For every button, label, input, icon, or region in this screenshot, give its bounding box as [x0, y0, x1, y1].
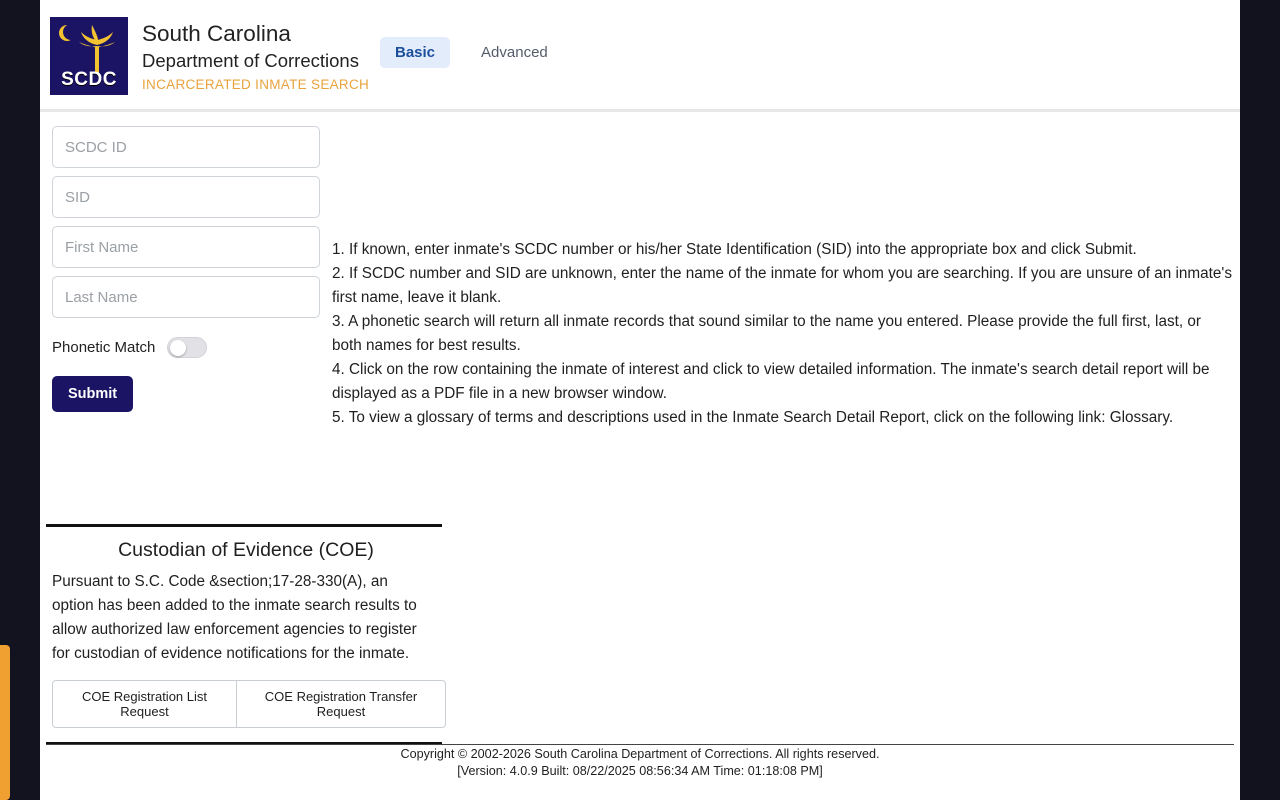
search-mode-tabs [380, 37, 563, 68]
coe-registration-transfer-request-button[interactable]: COE Registration Transfer Request [237, 680, 446, 728]
tab-basic[interactable]: Basic [380, 37, 450, 68]
instruction-3: 3. A phonetic search will return all inmate records that sound similar to the name you entered. Please provide the full first, last, or both names for best results. [332, 313, 1201, 354]
site-title [142, 20, 369, 95]
page-content [40, 0, 1240, 800]
title-line-1: South Carolina [142, 21, 291, 46]
tab-advanced[interactable]: Advanced [481, 44, 548, 61]
coe-description: Pursuant to S.C. Code &section;17-28-330(A), an option has been added to the inmate search results to allow authorized law enforcement agencies to register for custodian of evidence notifications for the inmate. [52, 573, 417, 662]
sid-input[interactable] [52, 176, 320, 218]
logo-text: SCDC [61, 69, 117, 90]
scdc-logo [50, 17, 128, 95]
footer-divider [46, 744, 1234, 745]
coe-section [46, 524, 446, 745]
coe-registration-list-request-button[interactable]: COE Registration List Request [52, 680, 237, 728]
title-line-2: Department of Corrections [142, 50, 359, 71]
instruction-4: 4. Click on the row containing the inmate of interest and click to view detailed information. The inmate's search detail report will be displayed as a PDF file in a new browser window. [332, 361, 1210, 402]
toggle-knob [170, 340, 186, 356]
site-header [40, 0, 1240, 112]
footer-version: [Version: 4.0.9 Built: 08/22/2025 08:56:34 AM Time: 01:18:08 PM] [457, 763, 823, 778]
instruction-5: 5. To view a glossary of terms and descriptions used in the Inmate Search Detail Report, click on the following link: Glossary. [332, 409, 1174, 426]
submit-button[interactable]: Submit [52, 376, 133, 412]
instruction-2: 2. If SCDC number and SID are unknown, enter the name of the inmate for whom you are searching. If you are unsure of an inmate's first name, leave it blank. [332, 265, 1232, 306]
coe-title: Custodian of Evidence (COE) [118, 539, 374, 561]
phonetic-match-row [52, 328, 320, 366]
site-footer [40, 746, 1240, 779]
footer-copyright: Copyright © 2002-2026 South Carolina Department of Corrections. All rights reserved. [400, 747, 880, 761]
title-line-3: INCARCERATED INMATE SEARCH [142, 77, 370, 92]
phonetic-match-toggle[interactable] [167, 337, 207, 358]
instructions-list [332, 238, 1232, 430]
phonetic-match-label: Phonetic Match [52, 338, 156, 356]
orange-accent-bar [0, 645, 10, 800]
coe-button-group [52, 680, 446, 728]
search-form [52, 126, 320, 412]
first-name-input[interactable] [52, 226, 320, 268]
instruction-1: 1. If known, enter inmate's SCDC number or his/her State Identification (SID) into the appropriate box and click Submit. [332, 241, 1137, 258]
last-name-input[interactable] [52, 276, 320, 318]
scdc-id-input[interactable] [52, 126, 320, 168]
